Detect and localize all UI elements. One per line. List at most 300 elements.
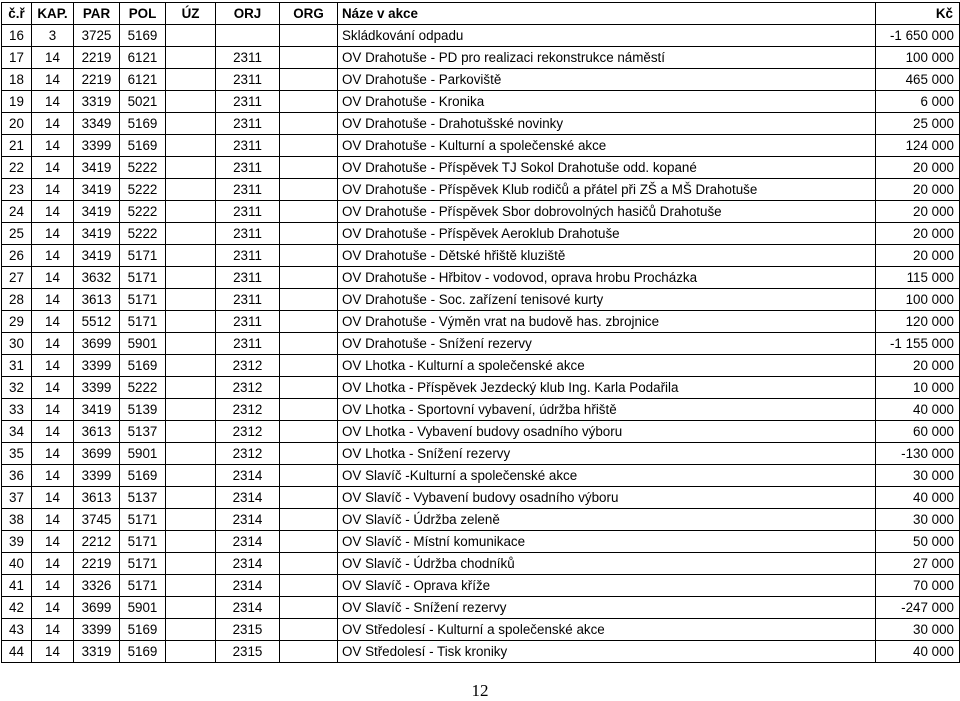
cell-row-number: 30	[2, 333, 32, 355]
cell-purpose-code	[166, 509, 216, 531]
cell-item: 5171	[120, 509, 166, 531]
cell-orj: 2311	[216, 201, 280, 223]
cell-action-name: OV Středolesí - Tisk kroniky	[338, 641, 876, 663]
table-row	[2, 333, 960, 355]
cell-chapter: 14	[32, 619, 74, 641]
cell-item: 5169	[120, 25, 166, 47]
table-row	[2, 135, 960, 157]
cell-amount: 60 000	[876, 421, 960, 443]
cell-orj: 2311	[216, 157, 280, 179]
cell-paragraph: 3419	[74, 245, 120, 267]
cell-row-number: 25	[2, 223, 32, 245]
cell-paragraph: 3699	[74, 333, 120, 355]
cell-item: 5222	[120, 201, 166, 223]
header-orj: ORJ	[216, 3, 280, 25]
table-row	[2, 267, 960, 289]
cell-action-name: OV Lhotka - Vybavení budovy osadního výboru	[338, 421, 876, 443]
cell-amount: 25 000	[876, 113, 960, 135]
cell-paragraph: 3349	[74, 113, 120, 135]
cell-purpose-code	[166, 25, 216, 47]
cell-orj: 2314	[216, 597, 280, 619]
cell-action-name: OV Drahotuše - Příspěvek TJ Sokol Drahotuše odd. kopané	[338, 157, 876, 179]
cell-purpose-code	[166, 69, 216, 91]
cell-chapter: 14	[32, 47, 74, 69]
cell-item: 5169	[120, 465, 166, 487]
cell-org	[280, 399, 338, 421]
cell-action-name: OV Drahotuše - Snížení rezervy	[338, 333, 876, 355]
cell-amount: 70 000	[876, 575, 960, 597]
cell-row-number: 41	[2, 575, 32, 597]
cell-org	[280, 465, 338, 487]
cell-item: 5169	[120, 355, 166, 377]
cell-chapter: 14	[32, 69, 74, 91]
cell-paragraph: 2212	[74, 531, 120, 553]
cell-item: 5901	[120, 443, 166, 465]
cell-item: 5139	[120, 399, 166, 421]
cell-paragraph: 2219	[74, 553, 120, 575]
cell-action-name: OV Drahotuše - Dětské hřiště kluziště	[338, 245, 876, 267]
cell-amount: -247 000	[876, 597, 960, 619]
cell-amount: 100 000	[876, 47, 960, 69]
cell-chapter: 14	[32, 421, 74, 443]
cell-item: 5137	[120, 421, 166, 443]
cell-paragraph: 3399	[74, 619, 120, 641]
cell-purpose-code	[166, 575, 216, 597]
cell-chapter: 14	[32, 333, 74, 355]
cell-chapter: 14	[32, 509, 74, 531]
cell-row-number: 18	[2, 69, 32, 91]
cell-item: 5901	[120, 597, 166, 619]
table-row	[2, 311, 960, 333]
header-item: POL	[120, 3, 166, 25]
cell-paragraph: 3319	[74, 91, 120, 113]
cell-amount: 30 000	[876, 619, 960, 641]
cell-action-name: OV Slavíč -Kulturní a společenské akce	[338, 465, 876, 487]
cell-orj: 2311	[216, 223, 280, 245]
cell-purpose-code	[166, 487, 216, 509]
cell-item: 5222	[120, 179, 166, 201]
cell-purpose-code	[166, 641, 216, 663]
cell-row-number: 16	[2, 25, 32, 47]
cell-item: 5171	[120, 575, 166, 597]
table-row	[2, 619, 960, 641]
cell-amount: 124 000	[876, 135, 960, 157]
cell-purpose-code	[166, 113, 216, 135]
cell-action-name: OV Lhotka - Kulturní a společenské akce	[338, 355, 876, 377]
cell-action-name: OV Drahotuše - Kulturní a společenské akce	[338, 135, 876, 157]
cell-row-number: 21	[2, 135, 32, 157]
cell-item: 5169	[120, 641, 166, 663]
cell-purpose-code	[166, 135, 216, 157]
cell-row-number: 35	[2, 443, 32, 465]
cell-purpose-code	[166, 179, 216, 201]
cell-paragraph: 5512	[74, 311, 120, 333]
cell-orj: 2314	[216, 553, 280, 575]
cell-item: 5137	[120, 487, 166, 509]
cell-purpose-code	[166, 377, 216, 399]
header-purpose-code: ÚZ	[166, 3, 216, 25]
cell-paragraph: 3699	[74, 443, 120, 465]
cell-action-name: OV Drahotuše - Příspěvek Klub rodičů a přátel při ZŠ a MŠ Drahotuše	[338, 179, 876, 201]
table-row	[2, 509, 960, 531]
cell-purpose-code	[166, 553, 216, 575]
cell-org	[280, 135, 338, 157]
cell-purpose-code	[166, 267, 216, 289]
cell-chapter: 14	[32, 553, 74, 575]
header-row	[2, 3, 960, 25]
cell-item: 5222	[120, 157, 166, 179]
cell-action-name: OV Slavíč - Místní komunikace	[338, 531, 876, 553]
cell-paragraph: 3319	[74, 641, 120, 663]
header-action-name: Náze v akce	[338, 3, 876, 25]
cell-amount: 6 000	[876, 91, 960, 113]
cell-row-number: 26	[2, 245, 32, 267]
cell-item: 5169	[120, 619, 166, 641]
cell-purpose-code	[166, 289, 216, 311]
cell-orj: 2311	[216, 311, 280, 333]
cell-amount: 30 000	[876, 509, 960, 531]
cell-orj: 2311	[216, 333, 280, 355]
cell-org	[280, 289, 338, 311]
cell-chapter: 14	[32, 377, 74, 399]
cell-paragraph: 3419	[74, 399, 120, 421]
cell-row-number: 28	[2, 289, 32, 311]
cell-action-name: OV Slavíč - Oprava kříže	[338, 575, 876, 597]
cell-paragraph: 3399	[74, 135, 120, 157]
cell-org	[280, 333, 338, 355]
cell-item: 5222	[120, 223, 166, 245]
cell-row-number: 22	[2, 157, 32, 179]
cell-item: 6121	[120, 47, 166, 69]
cell-purpose-code	[166, 531, 216, 553]
cell-amount: 115 000	[876, 267, 960, 289]
cell-org	[280, 487, 338, 509]
table-row	[2, 421, 960, 443]
cell-paragraph: 3725	[74, 25, 120, 47]
cell-row-number: 39	[2, 531, 32, 553]
cell-row-number: 29	[2, 311, 32, 333]
table-row	[2, 531, 960, 553]
cell-action-name: OV Slavíč - Vybavení budovy osadního výboru	[338, 487, 876, 509]
cell-purpose-code	[166, 245, 216, 267]
cell-action-name: OV Slavíč - Údržba zeleně	[338, 509, 876, 531]
cell-item: 5171	[120, 267, 166, 289]
cell-chapter: 14	[32, 91, 74, 113]
table-row	[2, 553, 960, 575]
cell-orj: 2311	[216, 245, 280, 267]
cell-org	[280, 179, 338, 201]
cell-paragraph: 3399	[74, 355, 120, 377]
cell-paragraph: 3613	[74, 487, 120, 509]
cell-orj: 2311	[216, 91, 280, 113]
cell-org	[280, 421, 338, 443]
cell-chapter: 14	[32, 355, 74, 377]
cell-org	[280, 223, 338, 245]
cell-orj: 2314	[216, 487, 280, 509]
cell-amount: 120 000	[876, 311, 960, 333]
cell-paragraph: 2219	[74, 69, 120, 91]
cell-orj: 2314	[216, 575, 280, 597]
table-row	[2, 91, 960, 113]
cell-chapter: 14	[32, 531, 74, 553]
cell-item: 5901	[120, 333, 166, 355]
cell-amount: 27 000	[876, 553, 960, 575]
cell-org	[280, 509, 338, 531]
cell-action-name: Skládkování odpadu	[338, 25, 876, 47]
budget-table	[1, 2, 960, 663]
cell-chapter: 14	[32, 641, 74, 663]
cell-org	[280, 553, 338, 575]
cell-amount: 20 000	[876, 245, 960, 267]
cell-purpose-code	[166, 619, 216, 641]
cell-amount: 10 000	[876, 377, 960, 399]
cell-chapter: 14	[32, 443, 74, 465]
cell-action-name: OV Drahotuše - Parkoviště	[338, 69, 876, 91]
cell-action-name: OV Drahotuše - Příspěvek Sbor dobrovolných hasičů Drahotuše	[338, 201, 876, 223]
cell-purpose-code	[166, 399, 216, 421]
cell-action-name: OV Lhotka - Snížení rezervy	[338, 443, 876, 465]
cell-org	[280, 597, 338, 619]
cell-org	[280, 443, 338, 465]
cell-orj: 2311	[216, 289, 280, 311]
cell-item: 5171	[120, 531, 166, 553]
cell-item: 5171	[120, 245, 166, 267]
cell-purpose-code	[166, 421, 216, 443]
cell-purpose-code	[166, 597, 216, 619]
cell-org	[280, 641, 338, 663]
cell-org	[280, 113, 338, 135]
table-row	[2, 465, 960, 487]
table-row	[2, 597, 960, 619]
cell-chapter: 14	[32, 311, 74, 333]
cell-paragraph: 3745	[74, 509, 120, 531]
cell-amount: 40 000	[876, 399, 960, 421]
cell-amount: 20 000	[876, 355, 960, 377]
cell-chapter: 3	[32, 25, 74, 47]
page-number: 12	[471, 681, 489, 700]
table-row	[2, 69, 960, 91]
header-chapter: KAP.	[32, 3, 74, 25]
cell-chapter: 14	[32, 289, 74, 311]
cell-row-number: 37	[2, 487, 32, 509]
cell-orj: 2311	[216, 179, 280, 201]
cell-orj: 2315	[216, 641, 280, 663]
cell-row-number: 23	[2, 179, 32, 201]
table-row	[2, 487, 960, 509]
cell-amount: -1 650 000	[876, 25, 960, 47]
cell-amount: -1 155 000	[876, 333, 960, 355]
table-row	[2, 443, 960, 465]
cell-amount: 20 000	[876, 157, 960, 179]
cell-chapter: 14	[32, 487, 74, 509]
table-row	[2, 25, 960, 47]
table-row	[2, 399, 960, 421]
cell-paragraph: 3419	[74, 201, 120, 223]
cell-row-number: 19	[2, 91, 32, 113]
cell-org	[280, 531, 338, 553]
cell-row-number: 36	[2, 465, 32, 487]
cell-paragraph: 3699	[74, 597, 120, 619]
cell-row-number: 43	[2, 619, 32, 641]
cell-amount: 50 000	[876, 531, 960, 553]
cell-chapter: 14	[32, 245, 74, 267]
table-row	[2, 377, 960, 399]
cell-action-name: OV Slavíč - Snížení rezervy	[338, 597, 876, 619]
cell-item: 5222	[120, 377, 166, 399]
table-row	[2, 157, 960, 179]
cell-org	[280, 377, 338, 399]
cell-paragraph: 3613	[74, 289, 120, 311]
header-amount: Kč	[876, 3, 960, 25]
cell-amount: 20 000	[876, 201, 960, 223]
cell-org	[280, 245, 338, 267]
table-row	[2, 245, 960, 267]
cell-row-number: 27	[2, 267, 32, 289]
cell-chapter: 14	[32, 179, 74, 201]
cell-chapter: 14	[32, 113, 74, 135]
cell-row-number: 44	[2, 641, 32, 663]
cell-chapter: 14	[32, 223, 74, 245]
cell-chapter: 14	[32, 399, 74, 421]
table-row	[2, 47, 960, 69]
cell-org	[280, 201, 338, 223]
cell-orj: 2311	[216, 47, 280, 69]
cell-row-number: 38	[2, 509, 32, 531]
cell-purpose-code	[166, 223, 216, 245]
cell-row-number: 32	[2, 377, 32, 399]
cell-orj: 2312	[216, 399, 280, 421]
cell-item: 5171	[120, 553, 166, 575]
cell-orj: 2314	[216, 509, 280, 531]
cell-orj: 2314	[216, 531, 280, 553]
cell-chapter: 14	[32, 157, 74, 179]
cell-org	[280, 91, 338, 113]
cell-action-name: OV Drahotuše - Příspěvek Aeroklub Drahotuše	[338, 223, 876, 245]
table-row	[2, 289, 960, 311]
table-row	[2, 355, 960, 377]
table-row	[2, 201, 960, 223]
cell-action-name: OV Drahotuše - Drahotušské novinky	[338, 113, 876, 135]
cell-row-number: 20	[2, 113, 32, 135]
cell-purpose-code	[166, 157, 216, 179]
cell-item: 5171	[120, 289, 166, 311]
cell-chapter: 14	[32, 465, 74, 487]
cell-purpose-code	[166, 201, 216, 223]
cell-chapter: 14	[32, 135, 74, 157]
cell-action-name: OV Slavíč - Údržba chodníků	[338, 553, 876, 575]
cell-chapter: 14	[32, 267, 74, 289]
cell-row-number: 42	[2, 597, 32, 619]
cell-row-number: 33	[2, 399, 32, 421]
cell-action-name: OV Lhotka - Sportovní vybavení, údržba hřiště	[338, 399, 876, 421]
header-row-number: č.ř	[2, 3, 32, 25]
cell-chapter: 14	[32, 201, 74, 223]
cell-orj: 2312	[216, 377, 280, 399]
cell-paragraph: 3419	[74, 157, 120, 179]
cell-row-number: 24	[2, 201, 32, 223]
cell-purpose-code	[166, 91, 216, 113]
cell-purpose-code	[166, 443, 216, 465]
cell-chapter: 14	[32, 597, 74, 619]
cell-item: 5171	[120, 311, 166, 333]
cell-org	[280, 47, 338, 69]
cell-action-name: OV Středolesí - Kulturní a společenské akce	[338, 619, 876, 641]
cell-action-name: OV Drahotuše - Kronika	[338, 91, 876, 113]
cell-orj: 2311	[216, 267, 280, 289]
header-org: ORG	[280, 3, 338, 25]
cell-purpose-code	[166, 465, 216, 487]
cell-org	[280, 619, 338, 641]
table-row	[2, 641, 960, 663]
cell-org	[280, 575, 338, 597]
cell-org	[280, 267, 338, 289]
header-paragraph: PAR	[74, 3, 120, 25]
cell-action-name: OV Drahotuše - Hřbitov - vodovod, oprava hrobu Procházka	[338, 267, 876, 289]
cell-row-number: 31	[2, 355, 32, 377]
cell-paragraph: 3613	[74, 421, 120, 443]
cell-amount: 20 000	[876, 223, 960, 245]
cell-org	[280, 355, 338, 377]
cell-orj: 2311	[216, 113, 280, 135]
table-row	[2, 575, 960, 597]
cell-action-name: OV Lhotka - Příspěvek Jezdecký klub Ing. Karla Podařila	[338, 377, 876, 399]
cell-chapter: 14	[32, 575, 74, 597]
cell-orj: 2312	[216, 443, 280, 465]
cell-amount: 465 000	[876, 69, 960, 91]
cell-purpose-code	[166, 311, 216, 333]
cell-paragraph: 3419	[74, 179, 120, 201]
cell-org	[280, 311, 338, 333]
cell-paragraph: 2219	[74, 47, 120, 69]
cell-amount: 100 000	[876, 289, 960, 311]
cell-item: 6121	[120, 69, 166, 91]
cell-action-name: OV Drahotuše - PD pro realizaci rekonstrukce náměstí	[338, 47, 876, 69]
cell-row-number: 34	[2, 421, 32, 443]
cell-amount: 30 000	[876, 465, 960, 487]
cell-item: 5021	[120, 91, 166, 113]
table-row	[2, 179, 960, 201]
table-row	[2, 113, 960, 135]
cell-amount: -130 000	[876, 443, 960, 465]
cell-paragraph: 3326	[74, 575, 120, 597]
cell-action-name: OV Drahotuše - Soc. zařízení tenisové kurty	[338, 289, 876, 311]
cell-orj: 2312	[216, 421, 280, 443]
cell-orj: 2315	[216, 619, 280, 641]
cell-orj	[216, 25, 280, 47]
cell-purpose-code	[166, 355, 216, 377]
cell-org	[280, 69, 338, 91]
cell-paragraph: 3399	[74, 465, 120, 487]
cell-purpose-code	[166, 333, 216, 355]
cell-org	[280, 25, 338, 47]
cell-amount: 20 000	[876, 179, 960, 201]
cell-action-name: OV Drahotuše - Výměn vrat na budově has. zbrojnice	[338, 311, 876, 333]
cell-orj: 2311	[216, 69, 280, 91]
cell-row-number: 17	[2, 47, 32, 69]
cell-item: 5169	[120, 135, 166, 157]
table-row	[2, 223, 960, 245]
cell-paragraph: 3399	[74, 377, 120, 399]
cell-purpose-code	[166, 47, 216, 69]
cell-paragraph: 3419	[74, 223, 120, 245]
cell-amount: 40 000	[876, 487, 960, 509]
cell-orj: 2312	[216, 355, 280, 377]
cell-org	[280, 157, 338, 179]
cell-orj: 2311	[216, 135, 280, 157]
cell-paragraph: 3632	[74, 267, 120, 289]
cell-row-number: 40	[2, 553, 32, 575]
cell-orj: 2314	[216, 465, 280, 487]
